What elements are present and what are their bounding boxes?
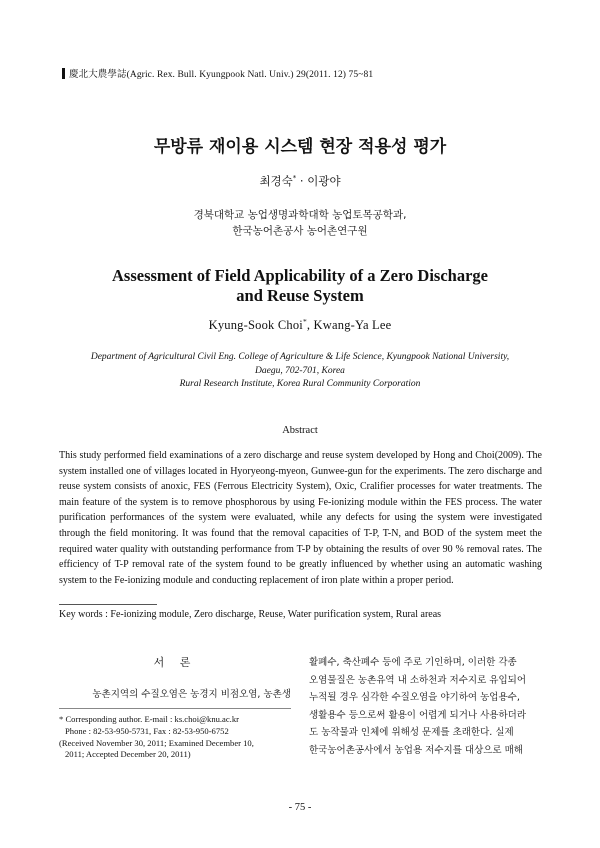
korean-authors — [0, 173, 600, 189]
korean-title: 무방류 재이용 시스템 현장 적용성 평가 — [153, 137, 447, 157]
introduction-heading: 서 론 — [153, 656, 197, 669]
abstract-heading: Abstract — [282, 425, 318, 436]
right-column — [309, 654, 542, 760]
keywords-text: Fe-ionizing module, Zero discharge, Reuse, Water purification system, Rural areas — [107, 609, 442, 620]
korean-affiliation-line: 한국농어촌공사 농어촌연구원 — [232, 225, 368, 237]
introduction-first-line: 농촌지역의 수질오염은 농경지 비점오염, 농촌생 — [92, 689, 291, 700]
footnote — [59, 714, 299, 761]
abstract-body: This study performed field examinations of a zero discharge and reuse system developed by Hong and Choi(2009). The system installed one of villages located in Hyoryeong-myeon, Gunwee-gun for the experiments. The zero discharge and reuse system consists of anoxic, FES (Ferrous Electricity System), Oxic, Cralifier processes for water treatments. The main feature of the system is to remove phosphorous by using Fe-ionizing module within the FES process. The water purification performances of the system were evaluated, while any defects for using the system were investigated through the field monitoring. It was found that the removal capacities of T-P, T-N, and BOD of the system meet the required water quality with outstanding performance from T-P by obtaining the results of over 90 % removal rates. The efficiency of T-P removal rate of the system found to be greatly influenced by whether using an automatic washing system to the Fe-ionizing module and conducting replacement of iron plate within a proper period. — [59, 450, 542, 586]
footnote-line: (Received November 30, 2011; Examined December 10, — [59, 737, 254, 748]
keywords — [59, 609, 441, 620]
footnote-line: Phone : 82-53-950-5731, Fax : 82-53-950-6752 — [65, 725, 229, 736]
corresponding-mark: * — [292, 174, 297, 183]
header-bar-mark — [62, 68, 65, 79]
footnote-line: * Corresponding author. E-mail : ks.choi@knu.ac.kr — [59, 714, 239, 724]
english-authors — [0, 317, 600, 333]
korean-author-2: 이광야 — [307, 174, 341, 188]
body-line: 도 농작물과 인체에 위해성 문제를 초래한다. 실제 — [309, 727, 514, 739]
english-affiliation-line: Department of Agricultural Civil Eng. College of Agriculture & Life Science, Kyungpook National University, — [90, 352, 510, 362]
journal-header — [62, 66, 373, 80]
english-affiliation-line: Rural Research Institute, Korea Rural Community Corporation — [179, 379, 421, 389]
korean-affiliation — [0, 207, 600, 239]
body-line: 오염물질은 농촌유역 내 소하천과 저수지로 유입되어 — [309, 674, 526, 686]
left-column — [59, 654, 291, 700]
keywords-label: Key words : — [59, 609, 108, 620]
body-line: 한국농어촌공사에서 농업용 저수지를 대상으로 매해 — [309, 744, 523, 756]
journal-citation: 慶北大農學誌(Agric. Rex. Bull. Kyungpook Natl. Univ.) 29(2011. 12) 75~81 — [69, 70, 374, 80]
body-line: 활폐수, 축산폐수 등에 주로 기인하며, 이러한 각종 — [309, 657, 517, 668]
page-number: - 75 - — [288, 802, 312, 813]
korean-affiliation-line: 경북대학교 농업생명과학대학 농업토목공학과, — [193, 209, 407, 221]
author-separator: · — [296, 174, 308, 188]
body-line: 생활용수 등으로써 활용이 어렵게 되거나 사용하더라 — [309, 709, 526, 721]
footnote-divider — [59, 708, 291, 709]
english-author-1: Kyung-Sook Choi — [208, 318, 303, 333]
footnote-line: 2011; Accepted December 20, 2011) — [65, 749, 191, 760]
english-title — [0, 266, 600, 306]
english-author-2: , Kwang-Ya Lee — [306, 318, 392, 333]
korean-author-1: 최경숙 — [259, 174, 293, 188]
english-corresponding-mark: * — [302, 317, 307, 326]
english-title-line: Assessment of Field Applicability of a Zero Discharge — [112, 266, 488, 285]
english-affiliation-line: Daegu, 702-701, Korea — [255, 365, 345, 376]
english-affiliation — [60, 351, 540, 392]
keywords-divider — [59, 604, 157, 605]
english-title-line: and Reuse System — [236, 286, 364, 305]
body-line: 누적될 경우 심각한 수질오염을 야기하여 농업용수, — [309, 692, 520, 704]
